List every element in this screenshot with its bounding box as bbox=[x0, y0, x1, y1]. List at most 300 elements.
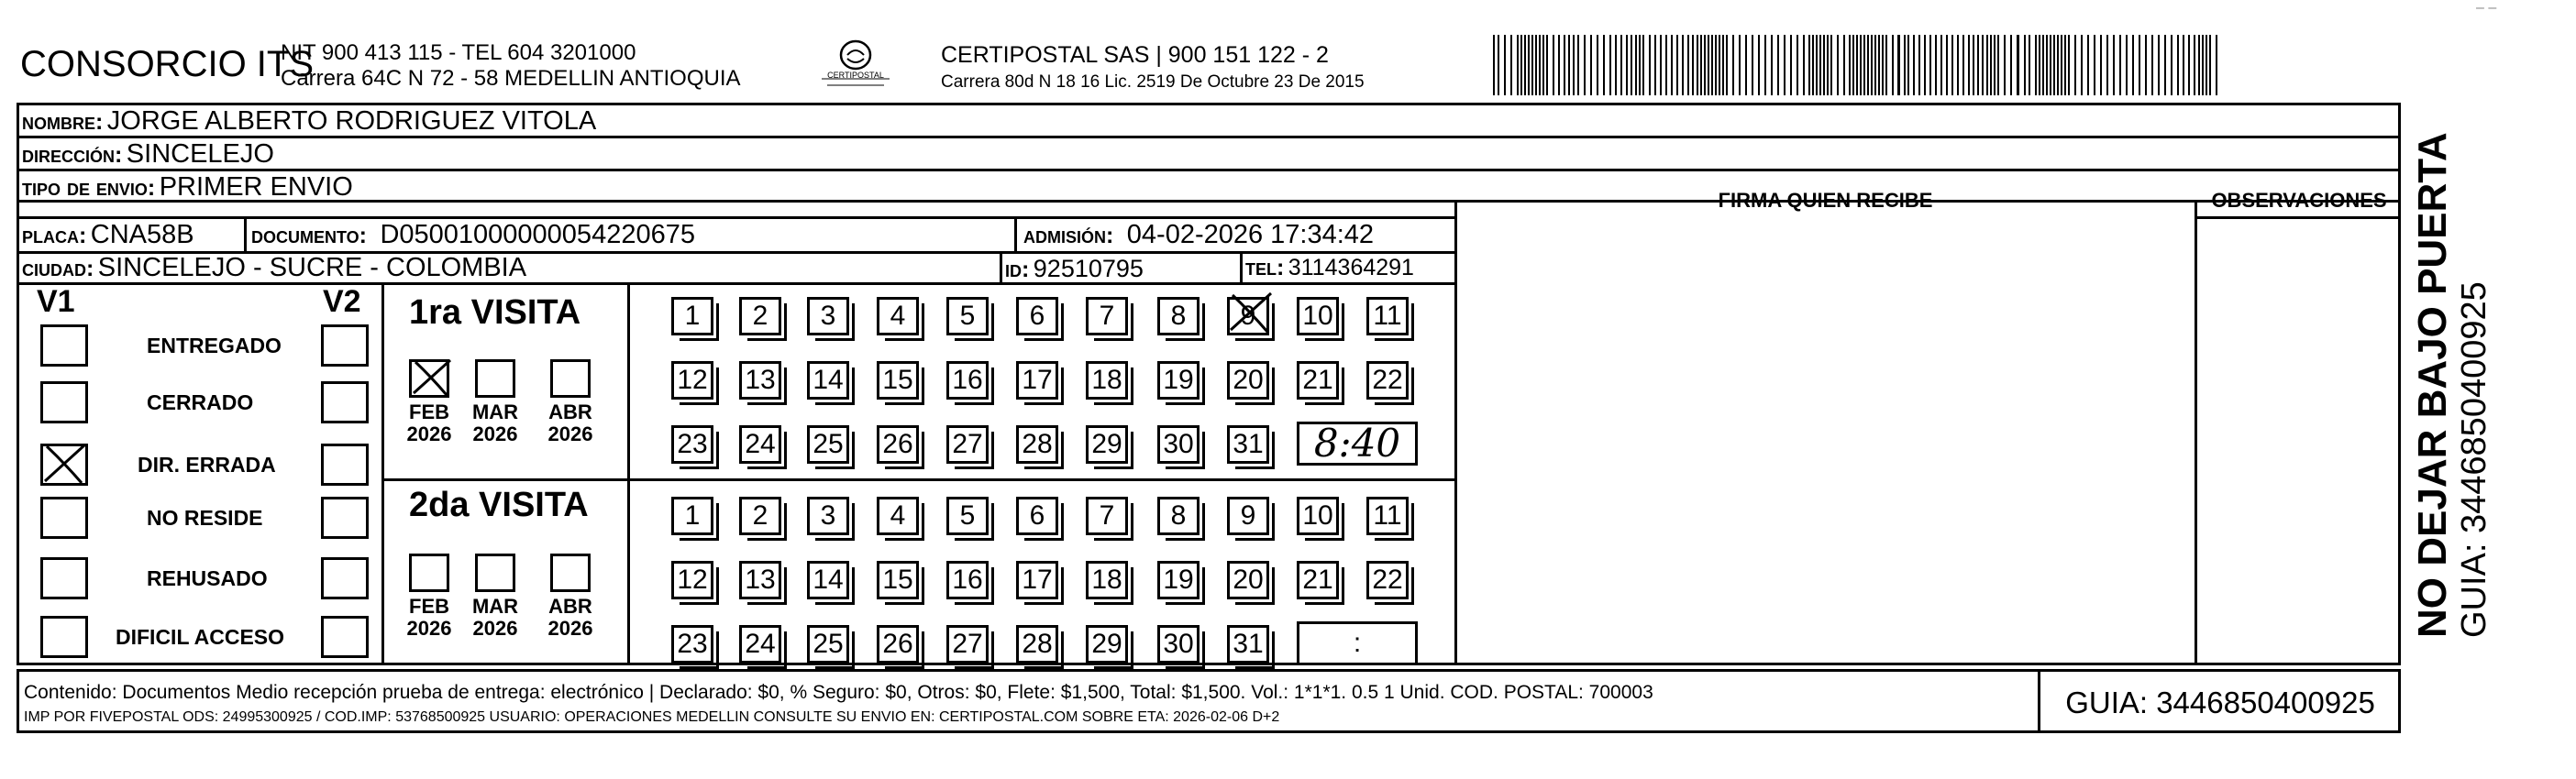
nombre-row bbox=[22, 106, 596, 137]
barcode-bar bbox=[1997, 35, 1999, 95]
visita1-month-year: 2026 bbox=[547, 422, 593, 445]
corner-marks: – – bbox=[2476, 0, 2497, 16]
visita1-day-box[interactable]: 1 bbox=[671, 297, 713, 335]
visita1-day-box[interactable]: 20 bbox=[1227, 361, 1269, 400]
visita1-day-box[interactable]: 24 bbox=[739, 425, 781, 464]
certipostal-info bbox=[941, 42, 1365, 93]
barcode-bar bbox=[2171, 35, 2172, 95]
visita1-month-name: MAR bbox=[471, 400, 519, 423]
barcode-bar bbox=[1808, 35, 1810, 95]
v2-label: V2 bbox=[323, 284, 361, 319]
barcode-bar bbox=[1764, 35, 1766, 95]
visita1-day-box[interactable]: 29 bbox=[1086, 425, 1128, 464]
documento-label: documento: bbox=[251, 223, 367, 248]
barcode-bar bbox=[1697, 35, 1698, 95]
visita1-day-box[interactable]: 10 bbox=[1297, 297, 1339, 335]
barcode-bar bbox=[1878, 35, 1880, 95]
col-divider bbox=[627, 282, 630, 665]
barcode-bar bbox=[1504, 35, 1506, 95]
barcode-bar bbox=[1692, 35, 1694, 95]
barcode-bar bbox=[2004, 35, 2006, 95]
barcode-bar bbox=[1827, 35, 1829, 95]
barcode-bar bbox=[1897, 35, 1900, 95]
barcode-bar bbox=[1977, 35, 1979, 95]
barcode-bar bbox=[2010, 35, 2012, 95]
v1-checkbox[interactable] bbox=[40, 616, 88, 658]
barcode-bar bbox=[1885, 35, 1887, 95]
barcode-bar bbox=[2119, 35, 2121, 95]
visita1-day-box[interactable]: 4 bbox=[877, 297, 919, 335]
barcode-bar bbox=[2074, 35, 2076, 95]
side-warning: NO DEJAR BAJO PUERTA bbox=[2410, 132, 2455, 638]
visita2-day-box[interactable]: 11 bbox=[1366, 497, 1409, 535]
barcode-bar bbox=[1531, 35, 1533, 95]
visita1-title: 1ra VISITA bbox=[409, 293, 581, 332]
visita1-day-box[interactable]: 3 bbox=[807, 297, 849, 335]
observaciones-label: OBSERVACIONES bbox=[2211, 189, 2387, 212]
visita2-month-label bbox=[402, 596, 457, 640]
barcode-bar bbox=[1812, 35, 1814, 95]
barcode-bar bbox=[1797, 35, 1798, 95]
visita1-day-box[interactable]: 18 bbox=[1086, 361, 1128, 400]
visita1-day-box[interactable]: 25 bbox=[807, 425, 849, 464]
barcode-bar bbox=[2113, 35, 2115, 95]
visita2-day-box[interactable]: 29 bbox=[1086, 625, 1128, 664]
ciudad-label: ciudad: bbox=[22, 256, 94, 281]
visita2-day-box[interactable]: 3 bbox=[807, 497, 849, 535]
visita1-day-box[interactable]: 14 bbox=[807, 361, 849, 400]
visita1-month-label bbox=[543, 401, 598, 445]
barcode-bar bbox=[1590, 35, 1592, 95]
visita1-day-box[interactable]: 8 bbox=[1157, 297, 1200, 335]
row-divider bbox=[2195, 216, 2401, 219]
barcode-bar bbox=[1609, 35, 1611, 95]
visita1-month-box[interactable] bbox=[550, 359, 591, 398]
visita1-day-box[interactable]: 6 bbox=[1016, 297, 1058, 335]
visita2-day-box[interactable]: 5 bbox=[946, 497, 989, 535]
barcode-bar bbox=[1946, 35, 1948, 95]
barcode-bar bbox=[2132, 35, 2134, 95]
barcode-bar bbox=[1660, 35, 1662, 95]
barcode-bar bbox=[1849, 35, 1851, 95]
barcode-bar bbox=[1704, 35, 1706, 95]
barcode-bar bbox=[2046, 35, 2048, 95]
visita2-month-box[interactable] bbox=[550, 554, 591, 592]
barcode-bar bbox=[1510, 35, 1512, 95]
visita2-day-box[interactable]: 31 bbox=[1227, 625, 1269, 664]
barcode-bar bbox=[1929, 35, 1931, 95]
barcode-bar bbox=[1940, 35, 1942, 95]
visita1-day-box[interactable]: 16 bbox=[946, 361, 989, 400]
barcode-bar bbox=[1700, 35, 1702, 95]
tel-row bbox=[1245, 255, 1414, 281]
visita2-day-box[interactable]: 2 bbox=[739, 497, 781, 535]
visita2-day-box[interactable]: 27 bbox=[946, 625, 989, 664]
footer-guia: GUIA: 3446850400925 bbox=[2065, 686, 2375, 719]
barcode-bar bbox=[2139, 35, 2140, 95]
visita2-day-box[interactable]: 8 bbox=[1157, 497, 1200, 535]
barcode-bar bbox=[2094, 35, 2095, 95]
barcode-bar bbox=[1719, 35, 1720, 95]
barcode-bar bbox=[2042, 35, 2044, 95]
barcode-bar bbox=[1863, 35, 1865, 95]
col-divider bbox=[1014, 216, 1017, 251]
barcode-bar bbox=[2194, 35, 2195, 95]
barcode-bar bbox=[1935, 35, 1937, 95]
barcode-bar bbox=[1904, 35, 1906, 95]
visita2-day-box[interactable]: 17 bbox=[1016, 561, 1058, 599]
barcode-bar bbox=[1498, 35, 1499, 95]
visita1-month-box[interactable] bbox=[475, 359, 515, 398]
barcode-bar bbox=[2145, 35, 2147, 95]
barcode-bar bbox=[2202, 35, 2204, 95]
v2-checkbox[interactable] bbox=[321, 616, 369, 658]
visita1-month-year: 2026 bbox=[472, 422, 518, 445]
visita1-day-box[interactable]: 9 bbox=[1227, 297, 1269, 335]
visita1-day-box[interactable]: 28 bbox=[1016, 425, 1058, 464]
visita1-day-box[interactable]: 12 bbox=[671, 361, 713, 400]
barcode-bar bbox=[2087, 35, 2089, 95]
barcode-bar bbox=[2064, 35, 2066, 95]
barcode-bar bbox=[1649, 35, 1651, 95]
barcode-bar bbox=[1871, 35, 1873, 95]
visita2-day-box[interactable]: 26 bbox=[877, 625, 919, 664]
visita1-day-box[interactable]: 2 bbox=[739, 297, 781, 335]
visita2-month-box[interactable] bbox=[475, 554, 515, 592]
barcode-bar bbox=[1528, 35, 1530, 95]
visita2-day-box[interactable]: 15 bbox=[877, 561, 919, 599]
form-frame bbox=[17, 103, 2401, 665]
barcode-bar bbox=[1816, 35, 1818, 95]
footer-content: Contenido: Documentos Medio recepción prueba de entrega: electrónico | Declarado: $0, % Seguro: $0, Otros: $0, Flete: $1,500, Total: $1,500. Vol.: 1*1*1. 0.5 1 Unid. COD. POSTAL: 700003 bbox=[24, 682, 1653, 703]
barcode-bar bbox=[1631, 35, 1632, 95]
barcode-bar bbox=[1665, 35, 1667, 95]
visita2-day-box[interactable]: 19 bbox=[1157, 561, 1200, 599]
col-divider bbox=[381, 282, 384, 665]
visita2-day-box[interactable]: 22 bbox=[1366, 561, 1409, 599]
visita2-day-box[interactable]: 24 bbox=[739, 625, 781, 664]
barcode-bar bbox=[2057, 35, 2059, 95]
visita1-month-box-checked[interactable] bbox=[409, 359, 449, 398]
visita2-month-name: ABR bbox=[548, 595, 592, 618]
barcode-bar bbox=[1777, 35, 1779, 95]
placa-value: CNA58B bbox=[90, 220, 194, 249]
barcode-bar bbox=[1708, 35, 1709, 95]
barcode-bar bbox=[2216, 35, 2217, 95]
status-label: DIR. ERRADA bbox=[138, 453, 276, 477]
col-divider bbox=[1000, 251, 1002, 282]
certipostal-address: Carrera 80d N 18 16 Lic. 2519 De Octubre 23 De 2015 bbox=[941, 72, 1365, 92]
tel-label: tel: bbox=[1245, 255, 1285, 280]
col-divider bbox=[2195, 200, 2197, 665]
visita2-day-box[interactable]: 23 bbox=[671, 625, 713, 664]
barcode-bar bbox=[2100, 35, 2102, 95]
barcode-bar bbox=[1994, 35, 1996, 95]
visita2-day-box[interactable]: 14 bbox=[807, 561, 849, 599]
visita2-time-box[interactable]: : bbox=[1297, 621, 1418, 665]
v1-checkbox[interactable] bbox=[40, 497, 88, 539]
visita1-day-box[interactable]: 27 bbox=[946, 425, 989, 464]
visita1-month-name: ABR bbox=[548, 400, 592, 423]
barcode-bar bbox=[1603, 35, 1605, 95]
barcode-bar bbox=[1986, 35, 1988, 95]
barcode-bar bbox=[1517, 35, 1519, 95]
barcode-bar bbox=[1520, 35, 1522, 95]
barcode-bar bbox=[1830, 35, 1832, 95]
barcode-bar bbox=[1577, 35, 1579, 95]
id-label: id: bbox=[1005, 257, 1030, 282]
visita2-day-box[interactable]: 16 bbox=[946, 561, 989, 599]
status-label: REHUSADO bbox=[147, 566, 268, 590]
barcode-bar bbox=[1973, 35, 1974, 95]
visita2-day-box[interactable]: 4 bbox=[877, 497, 919, 535]
barcode-bar bbox=[1722, 35, 1724, 95]
v2-checkbox[interactable] bbox=[321, 444, 369, 486]
barcode-bar bbox=[2017, 35, 2019, 95]
visita2-day-box[interactable]: 18 bbox=[1086, 561, 1128, 599]
direccion-label: dirección: bbox=[22, 142, 123, 168]
ciudad-row bbox=[22, 253, 526, 283]
barcode-bar bbox=[1642, 35, 1644, 95]
barcode-bar bbox=[2188, 35, 2190, 95]
barcode-bar bbox=[1784, 35, 1786, 95]
documento-row bbox=[251, 220, 695, 250]
barcode-bar bbox=[1687, 35, 1689, 95]
col-divider bbox=[1240, 251, 1243, 282]
logo-text: CERTIPOSTAL bbox=[827, 71, 884, 80]
certipostal-nit: CERTIPOSTAL SAS | 900 151 122 - 2 bbox=[941, 42, 1329, 68]
tipo-envio-row bbox=[22, 172, 353, 203]
barcode-bar bbox=[1882, 35, 1884, 95]
side-text bbox=[2410, 132, 2493, 638]
visita2-month-box[interactable] bbox=[409, 554, 449, 592]
barcode-bar bbox=[1924, 35, 1926, 95]
placa-row bbox=[22, 220, 194, 250]
status-label: DIFICIL ACCESO bbox=[116, 625, 285, 649]
barcode-bar bbox=[1860, 35, 1862, 95]
barcode-bar bbox=[1957, 35, 1959, 95]
barcode-bar bbox=[1823, 35, 1825, 95]
barcode-bar bbox=[1715, 35, 1717, 95]
admision-label: admisión: bbox=[1023, 223, 1114, 248]
visita2-day-box[interactable]: 25 bbox=[807, 625, 849, 664]
direccion-value: SINCELEJO bbox=[126, 139, 274, 169]
barcode-bar bbox=[2024, 35, 2026, 95]
documento-value: D05001000000054220675 bbox=[380, 220, 695, 249]
company-address: Carrera 64C N 72 - 58 MEDELLIN ANTIOQUIA bbox=[281, 66, 741, 91]
firma-label: FIRMA QUIEN RECIBE bbox=[1718, 189, 1933, 212]
tipo-envio-label: tipo de envio: bbox=[22, 175, 156, 201]
barcode-bar bbox=[2053, 35, 2055, 95]
id-value: 92510795 bbox=[1033, 255, 1144, 282]
company-nit: NIT 900 413 115 - TEL 604 3201000 bbox=[281, 40, 636, 65]
barcode-bar bbox=[1553, 35, 1554, 95]
barcode-bar bbox=[1564, 35, 1565, 95]
visita1-day-box[interactable]: 21 bbox=[1297, 361, 1339, 400]
nombre-value: JORGE ALBERTO RODRIGUEZ VITOLA bbox=[106, 106, 597, 136]
barcode-bar bbox=[1918, 35, 1920, 95]
visita1-month-label bbox=[402, 401, 457, 445]
visita2-day-box[interactable]: 1 bbox=[671, 497, 713, 535]
barcode-bar bbox=[1573, 35, 1575, 95]
barcode-bar bbox=[1739, 35, 1741, 95]
visita2-day-box[interactable]: 13 bbox=[739, 561, 781, 599]
barcode-bar bbox=[1790, 35, 1792, 95]
visita2-month-name: FEB bbox=[409, 595, 449, 618]
row-divider bbox=[17, 216, 1454, 219]
visita1-month-year: 2026 bbox=[406, 422, 452, 445]
status-label: NO RESIDE bbox=[147, 506, 263, 530]
visita1-day-box[interactable]: 17 bbox=[1016, 361, 1058, 400]
barcode-bar bbox=[2209, 35, 2211, 95]
visita2-day-box[interactable]: 12 bbox=[671, 561, 713, 599]
barcode-bar bbox=[1620, 35, 1622, 95]
barcode-bar bbox=[1671, 35, 1673, 95]
barcode-bar bbox=[2126, 35, 2128, 95]
v2-checkbox[interactable] bbox=[321, 381, 369, 423]
v2-checkbox[interactable] bbox=[321, 324, 369, 367]
v2-checkbox[interactable] bbox=[321, 497, 369, 539]
visita1-day-box[interactable]: 15 bbox=[877, 361, 919, 400]
barcode-bar bbox=[1843, 35, 1845, 95]
visita2-day-box[interactable]: 9 bbox=[1227, 497, 1269, 535]
barcode-bar bbox=[1837, 35, 1839, 95]
v1-label: V1 bbox=[37, 284, 75, 319]
barcode-bar bbox=[1584, 35, 1586, 95]
company-name: CONSORCIO ITS bbox=[20, 44, 315, 84]
row-divider bbox=[17, 169, 2401, 171]
tel-value: 3114364291 bbox=[1288, 255, 1414, 280]
barcode-bar bbox=[1990, 35, 1992, 95]
barcode-bar bbox=[2035, 35, 2037, 95]
visita1-day-mark bbox=[1229, 295, 1271, 337]
barcode bbox=[1493, 35, 2221, 95]
visita1-month-label bbox=[468, 401, 523, 445]
certipostal-logo bbox=[814, 35, 897, 92]
visita2-day-box[interactable]: 28 bbox=[1016, 625, 1058, 664]
tipo-envio-value: PRIMER ENVIO bbox=[159, 172, 353, 202]
col-divider bbox=[1454, 200, 1457, 665]
visita2-day-box[interactable]: 10 bbox=[1297, 497, 1339, 535]
v2-checkbox[interactable] bbox=[321, 557, 369, 599]
visita2-month-name: MAR bbox=[471, 595, 519, 618]
barcode-bar bbox=[1771, 35, 1773, 95]
visita1-day-box[interactable]: 26 bbox=[877, 425, 919, 464]
barcode-bar bbox=[1803, 35, 1805, 95]
barcode-bar bbox=[2206, 35, 2207, 95]
barcode-bar bbox=[1962, 35, 1964, 95]
barcode-bar bbox=[1524, 35, 1526, 95]
barcode-bar bbox=[2158, 35, 2160, 95]
visita1-day-box[interactable]: 13 bbox=[739, 361, 781, 400]
status-label: ENTREGADO bbox=[147, 334, 282, 357]
visita1-month-name: FEB bbox=[409, 400, 449, 423]
barcode-bar bbox=[1654, 35, 1656, 95]
side-guia: GUIA: 3446850400925 bbox=[2455, 281, 2493, 638]
admision-row bbox=[1023, 220, 1374, 250]
visita1-day-box[interactable]: 5 bbox=[946, 297, 989, 335]
visita1-day-box[interactable]: 30 bbox=[1157, 425, 1200, 464]
barcode-bar bbox=[1892, 35, 1894, 95]
barcode-bar bbox=[1745, 35, 1747, 95]
v1-checkbox-checked[interactable] bbox=[40, 444, 88, 486]
visita1-day-box[interactable]: 19 bbox=[1157, 361, 1200, 400]
visita2-day-box[interactable]: 6 bbox=[1016, 497, 1058, 535]
visita2-month-year: 2026 bbox=[547, 617, 593, 640]
barcode-bar bbox=[1852, 35, 1854, 95]
visita2-day-box[interactable]: 20 bbox=[1227, 561, 1269, 599]
barcode-bar bbox=[2106, 35, 2108, 95]
visita1-day-box[interactable]: 31 bbox=[1227, 425, 1269, 464]
visita2-month-label bbox=[468, 596, 523, 640]
barcode-bar bbox=[1867, 35, 1869, 95]
visita1-day-box[interactable]: 7 bbox=[1086, 297, 1128, 335]
barcode-bar bbox=[2068, 35, 2070, 95]
visita1-time-box[interactable]: 8:40 bbox=[1297, 422, 1418, 466]
barcode-bar bbox=[1874, 35, 1876, 95]
barcode-bar bbox=[1968, 35, 1970, 95]
barcode-bar bbox=[1856, 35, 1858, 95]
barcode-bar bbox=[1907, 35, 1909, 95]
barcode-bar bbox=[1626, 35, 1628, 95]
admision-value: 04-02-2026 17:34:42 bbox=[1126, 220, 1375, 249]
barcode-bar bbox=[1913, 35, 1915, 95]
barcode-bar bbox=[1568, 35, 1570, 95]
barcode-bar bbox=[2039, 35, 2040, 95]
status-label: CERRADO bbox=[147, 390, 254, 414]
barcode-bar bbox=[1546, 35, 1548, 95]
visita2-month-year: 2026 bbox=[406, 617, 452, 640]
direccion-row bbox=[22, 139, 274, 170]
barcode-bar bbox=[1726, 35, 1728, 95]
barcode-bar bbox=[1951, 35, 1953, 95]
company-info bbox=[281, 40, 741, 92]
visita2-month-year: 2026 bbox=[472, 617, 518, 640]
visita2-day-box[interactable]: 21 bbox=[1297, 561, 1339, 599]
barcode-bar bbox=[1615, 35, 1617, 95]
visita2-month-label bbox=[543, 596, 598, 640]
v1-checkbox[interactable] bbox=[40, 381, 88, 423]
barcode-bar bbox=[2029, 35, 2030, 95]
barcode-bar bbox=[1539, 35, 1541, 95]
barcode-bar bbox=[1597, 35, 1598, 95]
visit-divider bbox=[381, 478, 1454, 481]
barcode-bar bbox=[2164, 35, 2166, 95]
id-row bbox=[1005, 255, 1144, 283]
footer-imp: IMP POR FIVEPOSTAL ODS: 24995300925 / COD.IMP: 53768500925 USUARIO: OPERACIONES MEDELLIN CONSULTE SU ENVIO EN: CERTIPOSTAL.COM SOBRE ETA: 2026-02-06 D+2 bbox=[24, 709, 1280, 725]
barcode-bar bbox=[1558, 35, 1560, 95]
visita2-day-box[interactable]: 30 bbox=[1157, 625, 1200, 664]
barcode-bar bbox=[1535, 35, 1537, 95]
barcode-bar bbox=[1493, 35, 1495, 95]
visita1-day-box[interactable]: 22 bbox=[1366, 361, 1409, 400]
placa-label: placa: bbox=[22, 223, 87, 248]
barcode-bar bbox=[1982, 35, 1984, 95]
barcode-bar bbox=[2050, 35, 2051, 95]
visita1-day-box[interactable]: 23 bbox=[671, 425, 713, 464]
visita1-day-box[interactable]: 11 bbox=[1366, 297, 1409, 335]
v1-checkbox[interactable] bbox=[40, 557, 88, 599]
v1-checkbox[interactable] bbox=[40, 324, 88, 367]
barcode-bar bbox=[2183, 35, 2184, 95]
barcode-bar bbox=[2198, 35, 2200, 95]
barcode-bar bbox=[1639, 35, 1641, 95]
barcode-bar bbox=[1635, 35, 1637, 95]
visita2-day-box[interactable]: 7 bbox=[1086, 497, 1128, 535]
barcode-bar bbox=[1758, 35, 1760, 95]
barcode-bar bbox=[2151, 35, 2153, 95]
barcode-bar bbox=[1732, 35, 1734, 95]
